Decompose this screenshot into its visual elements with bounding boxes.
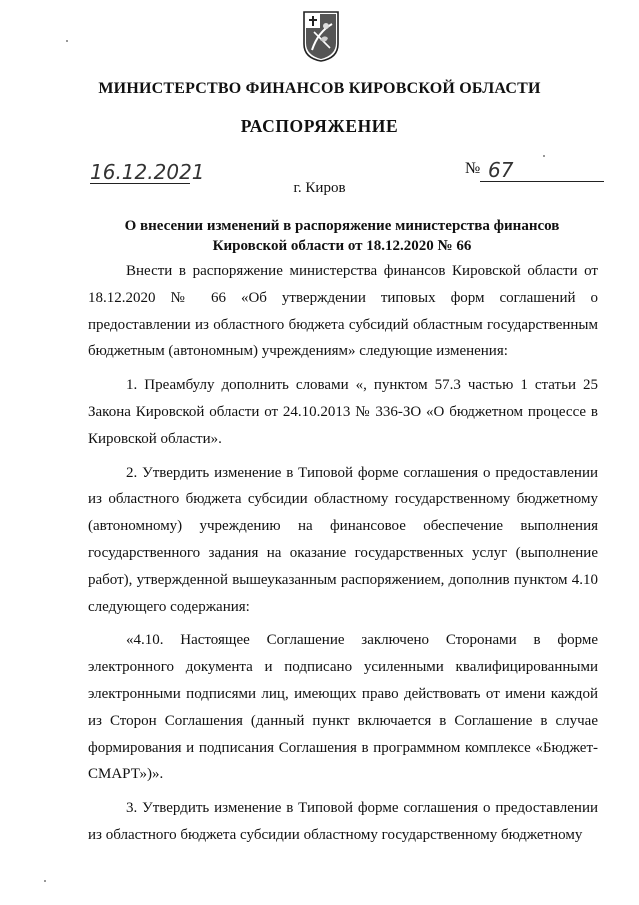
scan-speck [543,155,545,157]
item-2-paragraph: 2. Утвердить изменение в Типовой форме соглашения о предоставлении из областного бюджета субсидии областному государственному бюджетному (автономному) учреждению на финансовое обеспечение выполнения государственного задания на оказание государственных услуг (выполнение работ), утвержденной вышеуказанным распоряжением, дополнив пунктом 4.10 следующего содержания: [88,464,598,615]
intro-paragraph: Внести в распоряжение министерства финансов Кировской области от 18.12.2020 № 66 «Об утверждении типовых форм соглашений о предоставлении из областного бюджета субсидий областным государственным бюджетным (автономным) учреждениям» следующие изменения: [88,263,598,360]
coat-of-arms-icon [302,10,340,62]
item-3-paragraph: 3. Утвердить изменение в Типовой форме соглашения о предоставлении из областного бюджета субсидии областному государственному бюджетному [88,800,598,843]
number-label: № [465,160,481,177]
scan-speck [66,40,68,42]
ministry-name: МИНИСТЕРСТВО ФИНАНСОВ КИРОВСКОЙ ОБЛАСТИ [98,80,541,97]
handwritten-date: 16.12.2021 [90,160,205,184]
subject-line-2: Кировской области от 18.12.2020 № 66 [212,238,472,254]
quote-paragraph: «4.10. Настоящее Соглашение заключено Сторонами в форме электронного документа и подписано усиленными квалифицированными электронными подписями лиц, имеющих право действовать от имени каждой из Сторон Соглашения (данный пункт включается в Соглашение в случае формирования и подписания Соглашения в программном комплексе «Бюджет-СМАРТ»)». [88,632,598,783]
scan-speck [44,880,46,882]
document-subject [88,216,596,256]
item-1-paragraph: 1. Преамбулу дополнить словами «, пунктом 57.3 частью 1 статьи 25 Закона Кировской области от 24.10.2013 № 336-ЗО «О бюджетном процессе в Кировской области». [88,377,598,447]
document-body [88,258,598,849]
subject-line-1: О внесении изменений в распоряжение министерства финансов [124,218,560,234]
city: г. Киров [293,180,346,196]
handwritten-number: 67 [488,158,514,182]
document-type: РАСПОРЯЖЕНИЕ [240,116,399,136]
